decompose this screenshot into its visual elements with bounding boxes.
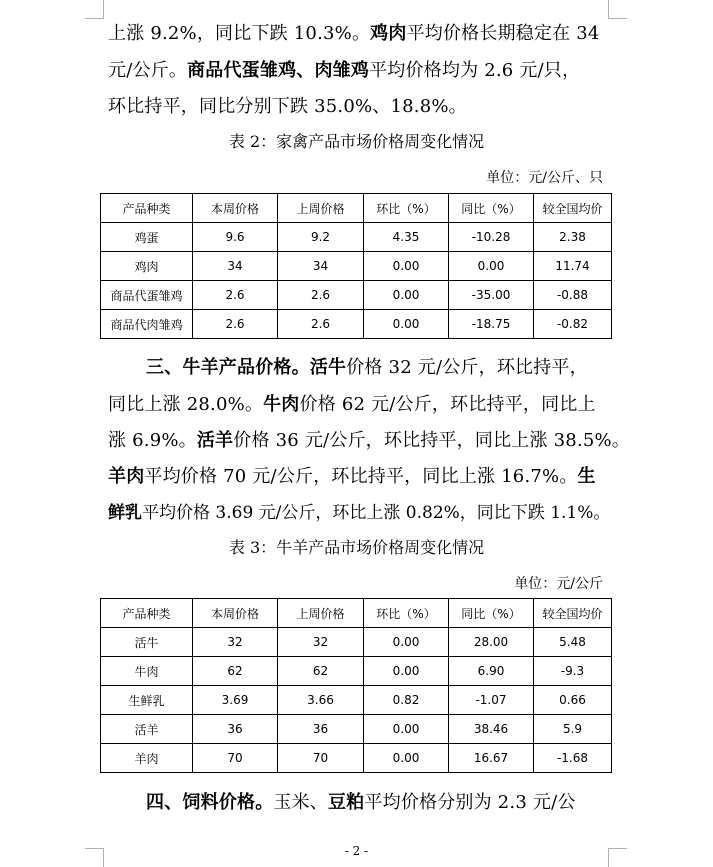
product-name-cell: 鸡蛋 (101, 223, 193, 252)
value-cell: 9.2 (278, 223, 364, 252)
value-cell: 0.00 (364, 657, 449, 686)
bold-text: 鸡肉 (370, 23, 407, 44)
value-cell: 36 (193, 715, 278, 744)
text: 玉米、 (273, 792, 329, 813)
bold-text: 鲜乳 (108, 503, 142, 523)
value-cell: -10.28 (449, 223, 534, 252)
column-header: 较全国均价 (534, 599, 612, 628)
table-header-row (101, 194, 612, 223)
column-header: 环比（%） (364, 194, 449, 223)
value-cell: -1.07 (449, 686, 534, 715)
table-row (101, 281, 612, 310)
value-cell: 0.00 (364, 252, 449, 281)
value-cell: 0.00 (364, 281, 449, 310)
crop-mark-top-left (85, 0, 104, 19)
value-cell: 36 (278, 715, 364, 744)
paragraph-line (108, 95, 467, 119)
bold-text: 牛肉 (263, 394, 300, 415)
value-cell: 6.90 (449, 657, 534, 686)
value-cell: 3.69 (193, 686, 278, 715)
value-cell: 0.00 (364, 715, 449, 744)
value-cell: 38.46 (449, 715, 534, 744)
column-header: 环比（%） (364, 599, 449, 628)
value-cell: 0.00 (449, 252, 534, 281)
paragraph-line (108, 501, 610, 525)
paragraph-line (146, 356, 588, 380)
paragraph-line (108, 465, 596, 489)
column-header: 上周价格 (278, 194, 364, 223)
table-row (101, 223, 612, 252)
value-cell: 9.6 (193, 223, 278, 252)
value-cell: 0.00 (364, 628, 449, 657)
text: 平均价格 70 元/公斤，环比持平，同比上涨 16.7%。 (144, 466, 578, 487)
value-cell: 16.67 (449, 744, 534, 773)
bold-text: 四、饲料价格。 (146, 792, 274, 813)
bold-text: 活牛 (309, 357, 347, 378)
paragraph-line (108, 393, 596, 417)
value-cell: 2.6 (278, 310, 364, 339)
table-row (101, 657, 612, 686)
text: 上涨 9.2%，同比下跌 10.3%。 (108, 23, 371, 44)
value-cell: 2.38 (534, 223, 612, 252)
bold-text: 羊肉 (108, 466, 145, 487)
value-cell: 2.6 (193, 281, 278, 310)
value-cell: 0.00 (364, 310, 449, 339)
text: 平均价格分别为 2.3 元/公 (364, 792, 576, 813)
value-cell: 2.6 (193, 310, 278, 339)
value-cell: -0.88 (534, 281, 612, 310)
product-name-cell: 活羊 (101, 715, 193, 744)
table-header-row (101, 599, 612, 628)
table-row (101, 628, 612, 657)
value-cell: 5.48 (534, 628, 612, 657)
column-header: 产品种类 (101, 599, 193, 628)
product-name-cell: 商品代蛋雏鸡 (101, 281, 193, 310)
table-row (101, 252, 612, 281)
value-cell: 0.00 (364, 744, 449, 773)
text: 同比上涨 28.0%。 (108, 394, 264, 415)
page-number: - 2 - (344, 844, 369, 858)
table-row (101, 744, 612, 773)
text: 价格 36 元/公斤，环比持平，同比上涨 38.5%。 (233, 430, 630, 451)
text: 平均价格 3.69 元/公斤，环比上涨 0.82%，同比下跌 1.1%。 (142, 503, 611, 523)
value-cell: 11.74 (534, 252, 612, 281)
bold-text: 活羊 (196, 430, 234, 451)
paragraph-line (108, 429, 630, 453)
text: 涨 6.9%。 (108, 430, 197, 451)
value-cell: 32 (278, 628, 364, 657)
value-cell: 0.82 (364, 686, 449, 715)
column-header: 较全国均价 (534, 194, 612, 223)
value-cell: 32 (193, 628, 278, 657)
paragraph-line (108, 22, 600, 46)
crop-mark-top-right (608, 0, 627, 19)
table-unit: 单位：元/公斤、只 (486, 170, 603, 186)
column-header: 本周价格 (193, 194, 278, 223)
text: 环比持平，同比分别下跌 35.0%、18.8%。 (108, 96, 467, 117)
table-unit: 单位：元/公斤 (514, 576, 603, 592)
column-header: 上周价格 (278, 599, 364, 628)
bold-text: 三、牛羊产品价格。 (146, 357, 310, 378)
value-cell: 62 (193, 657, 278, 686)
text: 价格 32 元/公斤，环比持平， (346, 357, 588, 378)
column-header: 产品种类 (101, 194, 193, 223)
bold-text: 生 (577, 466, 596, 487)
table-caption: 表 3：牛羊产品市场价格周变化情况 (228, 538, 485, 557)
table-row (101, 310, 612, 339)
paragraph-line (146, 791, 576, 815)
bold-text: 商品代蛋雏鸡、肉雏鸡 (187, 60, 370, 81)
product-name-cell: 羊肉 (101, 744, 193, 773)
value-cell: 5.9 (534, 715, 612, 744)
cattle-sheep-price-table (100, 598, 612, 773)
value-cell: 62 (278, 657, 364, 686)
text: 平均价格均为 2.6 元/只， (369, 60, 581, 81)
product-name-cell: 鸡肉 (101, 252, 193, 281)
text: 平均价格长期稳定在 34 (406, 23, 600, 44)
text: 元/公斤。 (108, 60, 188, 81)
value-cell: 28.00 (449, 628, 534, 657)
table-caption: 表 2：家禽产品市场价格周变化情况 (228, 132, 485, 151)
value-cell: -18.75 (449, 310, 534, 339)
column-header: 同比（%） (449, 599, 534, 628)
value-cell: 0.66 (534, 686, 612, 715)
paragraph-line (108, 59, 580, 83)
text: 价格 62 元/公斤，环比持平，同比上 (299, 394, 596, 415)
product-name-cell: 牛肉 (101, 657, 193, 686)
value-cell: 3.66 (278, 686, 364, 715)
value-cell: -35.00 (449, 281, 534, 310)
bold-text: 豆粕 (328, 792, 365, 813)
value-cell: 70 (278, 744, 364, 773)
column-header: 本周价格 (193, 599, 278, 628)
value-cell: 34 (193, 252, 278, 281)
value-cell: -0.82 (534, 310, 612, 339)
value-cell: -9.3 (534, 657, 612, 686)
value-cell: 70 (193, 744, 278, 773)
product-name-cell: 商品代肉雏鸡 (101, 310, 193, 339)
table-row (101, 686, 612, 715)
value-cell: 4.35 (364, 223, 449, 252)
value-cell: 2.6 (278, 281, 364, 310)
value-cell: -1.68 (534, 744, 612, 773)
table-row (101, 715, 612, 744)
poultry-price-table (100, 193, 612, 339)
product-name-cell: 生鲜乳 (101, 686, 193, 715)
value-cell: 34 (278, 252, 364, 281)
product-name-cell: 活牛 (101, 628, 193, 657)
column-header: 同比（%） (449, 194, 534, 223)
